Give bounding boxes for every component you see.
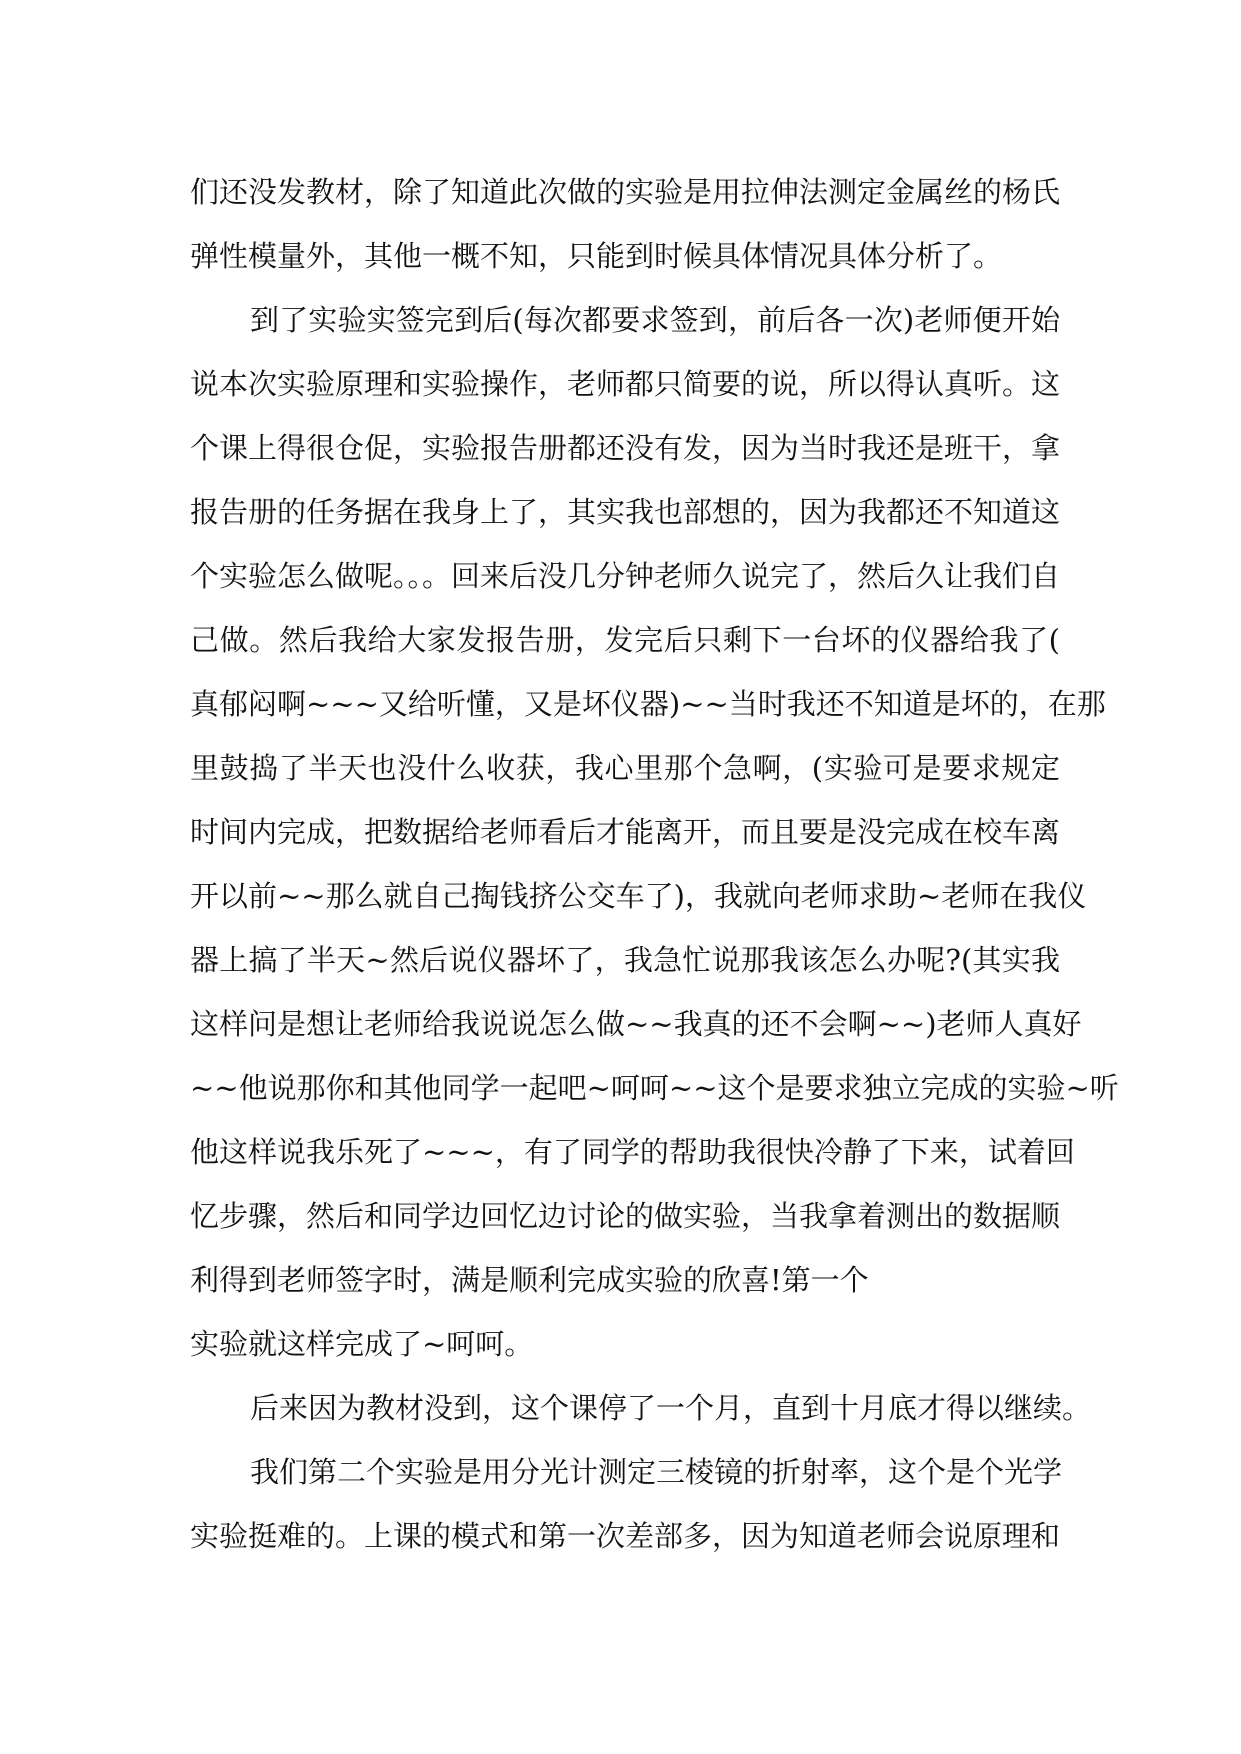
text-line: 真郁闷啊~~~又给听懂，又是坏仪器)~~当时我还不知道是坏的，在那 [190,687,1106,721]
text-line: 忆步骤，然后和同学边回忆边讨论的做实验，当我拿着测出的数据顺 [190,1199,1061,1233]
text-line: 他这样说我乐死了~~~，有了同学的帮助我很快冷静了下来，试着回 [190,1135,1075,1169]
text-line: 我们第二个实验是用分光计测定三棱镜的折射率，这个是个光学 [250,1455,1063,1489]
text-line: 己做。然后我给大家发报告册，发完后只剩下一台坏的仪器给我了( [190,623,1060,657]
text-line: 弹性模量外，其他一概不知，只能到时候具体情况具体分析了。 [190,239,1003,273]
text-line: 说本次实验原理和实验操作，老师都只简要的说，所以得认真听。这 [190,367,1061,401]
text-line: 个实验怎么做呢。。。回来后没几分钟老师久说完了，然后久让我们自 [190,559,1061,593]
text-line: 里鼓捣了半天也没什么收获，我心里那个急啊，(实验可是要求规定 [190,751,1060,785]
text-line: 利得到老师签字时，满是顺利完成实验的欣喜!第一个 [190,1263,869,1297]
text-line: 时间内完成，把数据给老师看后才能离开，而且要是没完成在校车离 [190,815,1061,849]
text-line: 实验就这样完成了~呵呵。 [190,1327,534,1361]
text-line: 个课上得很仓促，实验报告册都还没有发，因为当时我还是班干，拿 [190,431,1061,465]
text-line: ~~他说那你和其他同学一起吧~呵呵~~这个是要求独立完成的实验~听 [190,1071,1119,1105]
text-line: 器上搞了半天~然后说仪器坏了，我急忙说那我该怎么办呢?(其实我 [190,943,1060,977]
text-line: 这样问是想让老师给我说说怎么做~~我真的还不会啊~~)老师人真好 [190,1007,1082,1041]
text-line: 报告册的任务据在我身上了，其实我也部想的，因为我都还不知道这 [190,495,1061,529]
text-line: 实验挺难的。上课的模式和第一次差部多，因为知道老师会说原理和 [190,1519,1061,1553]
document-body [190,160,1119,1568]
text-line: 们还没发教材，除了知道此次做的实验是用拉伸法测定金属丝的杨氏 [190,175,1061,209]
text-line: 后来因为教材没到，这个课停了一个月，直到十月底才得以继续。 [250,1391,1092,1425]
text-line: 开以前~~那么就自己掏钱挤公交车了)，我就向老师求助~老师在我仪 [190,879,1087,913]
text-line: 到了实验实签完到后(每次都要求签到，前后各一次)老师便开始 [250,303,1060,337]
